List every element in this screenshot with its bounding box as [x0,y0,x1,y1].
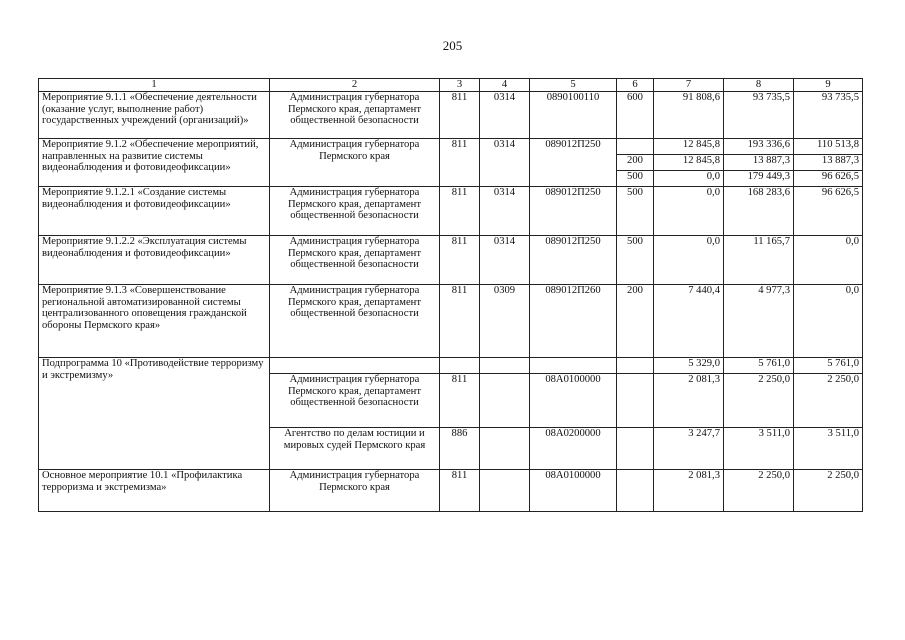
section-code [480,374,530,428]
grbs-code: 811 [440,470,480,512]
amount-col9: 96 626,5 [794,171,863,187]
administrator: Администрация губернатора Пермского края, департамент общественной безопасности [270,236,440,285]
amount-col8: 5 761,0 [724,358,794,374]
amount-col8: 4 977,3 [724,285,794,358]
page-number: 205 [442,38,463,53]
table-row [39,92,863,139]
target-article-code: 08А0100000 [530,470,617,512]
amount-col7: 12 845,8 [654,155,724,171]
expense-type-code [617,139,654,155]
section-code: 0314 [480,187,530,236]
amount-col9: 0,0 [794,285,863,358]
expense-type-code: 500 [617,171,654,187]
section-code: 0309 [480,285,530,358]
expense-type-code [617,470,654,512]
amount-col7: 0,0 [654,187,724,236]
amount-col9: 96 626,5 [794,187,863,236]
administrator: Администрация губернатора Пермского края, департамент общественной безопасности [270,285,440,358]
column-header: 1 [39,79,270,92]
amount-col8: 168 283,6 [724,187,794,236]
column-header: 4 [480,79,530,92]
administrator: Агентство по делам юстиции и мировых судей Пермского края [270,428,440,470]
grbs-code: 811 [440,187,480,236]
expense-type-code: 200 [617,155,654,171]
amount-col9: 13 887,3 [794,155,863,171]
expense-type-code [617,374,654,428]
expense-type-code: 200 [617,285,654,358]
column-header: 7 [654,79,724,92]
administrator: Администрация губернатора Пермского края [270,139,440,187]
section-code: 0314 [480,92,530,139]
section-code [480,470,530,512]
grbs-code: 811 [440,285,480,358]
empty-cell [530,358,617,374]
activity-name: Мероприятие 9.1.2.1 «Создание системы видеонаблюдения и фотовидеофиксации» [39,187,270,236]
target-article-code: 08А0100000 [530,374,617,428]
amount-col9: 5 761,0 [794,358,863,374]
amount-col7: 2 081,3 [654,470,724,512]
table-row [39,187,863,236]
empty-cell [270,358,440,374]
amount-col8: 93 735,5 [724,92,794,139]
table-row [39,285,863,358]
administrator: Администрация губернатора Пермского края, департамент общественной безопасности [270,187,440,236]
section-code: 0314 [480,139,530,187]
expense-type-code: 500 [617,187,654,236]
column-header: 6 [617,79,654,92]
amount-col9: 2 250,0 [794,470,863,512]
amount-col8: 193 336,6 [724,139,794,155]
column-header: 8 [724,79,794,92]
grbs-code: 811 [440,139,480,187]
amount-col7: 7 440,4 [654,285,724,358]
amount-col8: 2 250,0 [724,374,794,428]
target-article-code: 089012П250 [530,187,617,236]
column-header: 9 [794,79,863,92]
amount-col8: 2 250,0 [724,470,794,512]
amount-col7: 2 081,3 [654,374,724,428]
grbs-code: 811 [440,92,480,139]
administrator: Администрация губернатора Пермского края, департамент общественной безопасности [270,374,440,428]
amount-col7: 0,0 [654,236,724,285]
table-row [39,236,863,285]
target-article-code: 089012П250 [530,139,617,187]
column-header: 5 [530,79,617,92]
activity-name: Мероприятие 9.1.1 «Обеспечение деятельности (оказание услуг, выполнение работ) государственных учреждений (организаций)» [39,92,270,139]
target-article-code: 08А0200000 [530,428,617,470]
amount-col9: 0,0 [794,236,863,285]
activity-name: Мероприятие 9.1.3 «Совершенствование региональной автоматизированной системы централизованного оповещения гражданской обороны Пермского края» [39,285,270,358]
table-row [39,358,863,374]
expense-type-code [617,428,654,470]
amount-col7: 5 329,0 [654,358,724,374]
expense-type-code: 500 [617,236,654,285]
section-code: 0314 [480,236,530,285]
column-header: 2 [270,79,440,92]
amount-col8: 3 511,0 [724,428,794,470]
target-article-code: 089012П260 [530,285,617,358]
amount-col8: 179 449,3 [724,171,794,187]
table-row [39,139,863,155]
header-row [39,79,863,92]
column-header: 3 [440,79,480,92]
empty-cell [617,358,654,374]
amount-col9: 110 513,8 [794,139,863,155]
amount-col7: 3 247,7 [654,428,724,470]
grbs-code: 886 [440,428,480,470]
activity-name: Основное мероприятие 10.1 «Профилактика терроризма и экстремизма» [39,470,270,512]
amount-col7: 0,0 [654,171,724,187]
budget-table [38,78,863,512]
activity-name: Мероприятие 9.1.2.2 «Эксплуатация системы видеонаблюдения и фотовидеофиксации» [39,236,270,285]
subprogram-name: Подпрограмма 10 «Противодействие терроризму и экстремизму» [39,358,270,470]
administrator: Администрация губернатора Пермского края [270,470,440,512]
empty-cell [480,358,530,374]
amount-col7: 12 845,8 [654,139,724,155]
administrator: Администрация губернатора Пермского края, департамент общественной безопасности [270,92,440,139]
amount-col8: 11 165,7 [724,236,794,285]
target-article-code: 0890100110 [530,92,617,139]
amount-col9: 2 250,0 [794,374,863,428]
amount-col9: 93 735,5 [794,92,863,139]
activity-name: Мероприятие 9.1.2 «Обеспечение мероприятий, направленных на развитие системы видеонаблюдения и фотовидеофиксации» [39,139,270,187]
grbs-code: 811 [440,236,480,285]
target-article-code: 089012П250 [530,236,617,285]
amount-col7: 91 808,6 [654,92,724,139]
table-row [39,470,863,512]
empty-cell [440,358,480,374]
section-code [480,428,530,470]
expense-type-code: 600 [617,92,654,139]
amount-col9: 3 511,0 [794,428,863,470]
amount-col8: 13 887,3 [724,155,794,171]
grbs-code: 811 [440,374,480,428]
